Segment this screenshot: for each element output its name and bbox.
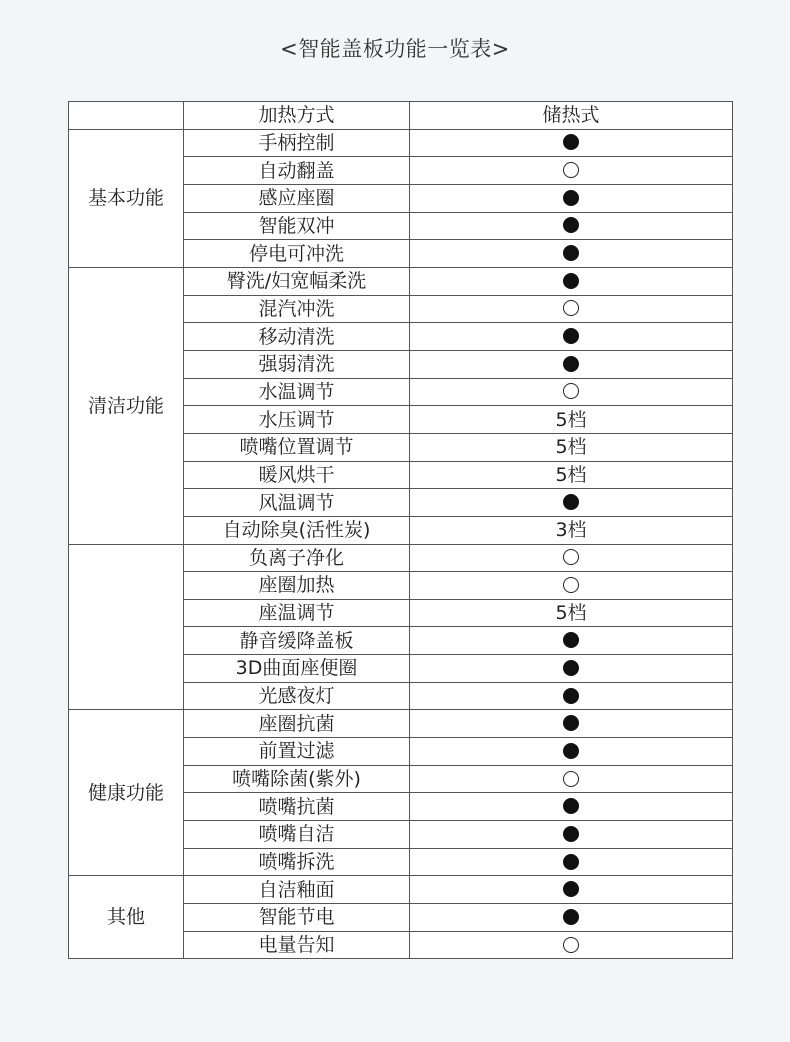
feature-value-cell [410, 572, 733, 600]
filled-circle-icon [563, 134, 579, 150]
header-heat-storage: 储热式 [410, 102, 733, 130]
feature-value-cell [410, 489, 733, 517]
feature-value-cell [410, 350, 733, 378]
category-cell: 健康功能 [69, 710, 184, 876]
feature-name-cell: 手柄控制 [184, 129, 410, 157]
feature-value-cell [410, 904, 733, 932]
filled-circle-icon [563, 826, 579, 842]
feature-value-cell [410, 765, 733, 793]
feature-name-cell: 喷嘴除菌(紫外) [184, 765, 410, 793]
feature-name-cell: 前置过滤 [184, 738, 410, 766]
level-value-text: 5档 [555, 602, 587, 625]
feature-value-cell [410, 931, 733, 959]
feature-value-cell [410, 157, 733, 185]
feature-value-cell [410, 184, 733, 212]
feature-name-cell: 智能节电 [184, 904, 410, 932]
feature-value-cell [410, 323, 733, 351]
level-value-text: 5档 [555, 436, 587, 459]
filled-circle-icon [563, 632, 579, 648]
feature-value-cell [410, 295, 733, 323]
feature-value-cell [410, 516, 733, 544]
feature-value-cell [410, 240, 733, 268]
feature-name-cell: 自动除臭(活性炭) [184, 516, 410, 544]
feature-table [68, 101, 733, 959]
filled-circle-icon [563, 328, 579, 344]
feature-name-cell: 座圈抗菌 [184, 710, 410, 738]
hollow-circle-icon [563, 300, 579, 316]
feature-value-cell [410, 710, 733, 738]
feature-name-cell: 暖风烘干 [184, 461, 410, 489]
feature-value-cell [410, 433, 733, 461]
table-row [69, 710, 733, 738]
feature-name-cell: 自洁釉面 [184, 876, 410, 904]
table-body [69, 129, 733, 959]
filled-circle-icon [563, 909, 579, 925]
feature-value-cell [410, 129, 733, 157]
feature-name-cell: 喷嘴自洁 [184, 821, 410, 849]
category-cell: 清洁功能 [69, 267, 184, 544]
hollow-circle-icon [563, 577, 579, 593]
hollow-circle-icon [563, 937, 579, 953]
level-value-text: 5档 [555, 408, 587, 431]
level-value-text: 3档 [555, 519, 587, 542]
feature-name-cell: 喷嘴拆洗 [184, 848, 410, 876]
feature-name-cell: 座圈加热 [184, 572, 410, 600]
feature-name-cell: 负离子净化 [184, 544, 410, 572]
hollow-circle-icon [563, 549, 579, 565]
filled-circle-icon [563, 881, 579, 897]
feature-value-cell [410, 461, 733, 489]
table-row [69, 876, 733, 904]
feature-name-cell: 智能双冲 [184, 212, 410, 240]
table-header-row [69, 102, 733, 130]
filled-circle-icon [563, 217, 579, 233]
header-category [69, 102, 184, 130]
feature-name-cell: 静音缓降盖板 [184, 627, 410, 655]
feature-value-cell [410, 544, 733, 572]
feature-name-cell: 喷嘴抗菌 [184, 793, 410, 821]
hollow-circle-icon [563, 771, 579, 787]
feature-name-cell: 喷嘴位置调节 [184, 433, 410, 461]
feature-value-cell [410, 655, 733, 683]
feature-value-cell [410, 599, 733, 627]
feature-name-cell: 电量告知 [184, 931, 410, 959]
feature-value-cell [410, 876, 733, 904]
category-cell: 基本功能 [69, 129, 184, 267]
feature-name-cell: 移动清洗 [184, 323, 410, 351]
hollow-circle-icon [563, 383, 579, 399]
feature-value-cell [410, 406, 733, 434]
filled-circle-icon [563, 273, 579, 289]
feature-value-cell [410, 212, 733, 240]
filled-circle-icon [563, 660, 579, 676]
feature-name-cell: 光感夜灯 [184, 682, 410, 710]
table-row [69, 267, 733, 295]
feature-value-cell [410, 738, 733, 766]
feature-name-cell: 混汽冲洗 [184, 295, 410, 323]
feature-name-cell: 停电可冲洗 [184, 240, 410, 268]
level-value-text: 5档 [555, 463, 587, 486]
filled-circle-icon [563, 190, 579, 206]
filled-circle-icon [563, 688, 579, 704]
feature-value-cell [410, 821, 733, 849]
filled-circle-icon [563, 743, 579, 759]
feature-name-cell: 强弱清洗 [184, 350, 410, 378]
header-heating-method: 加热方式 [184, 102, 410, 130]
table-row [69, 129, 733, 157]
table-row [69, 544, 733, 572]
feature-value-cell [410, 378, 733, 406]
feature-name-cell: 水压调节 [184, 406, 410, 434]
filled-circle-icon [563, 494, 579, 510]
feature-value-cell [410, 627, 733, 655]
feature-name-cell: 感应座圈 [184, 184, 410, 212]
filled-circle-icon [563, 356, 579, 372]
feature-value-cell [410, 682, 733, 710]
filled-circle-icon [563, 245, 579, 261]
hollow-circle-icon [563, 162, 579, 178]
feature-value-cell [410, 793, 733, 821]
feature-name-cell: 座温调节 [184, 599, 410, 627]
page-title: <智能盖板功能一览表> [280, 37, 510, 61]
category-cell [69, 544, 184, 710]
filled-circle-icon [563, 854, 579, 870]
feature-name-cell: 水温调节 [184, 378, 410, 406]
feature-value-cell [410, 848, 733, 876]
category-cell: 其他 [69, 876, 184, 959]
feature-value-cell [410, 267, 733, 295]
filled-circle-icon [563, 715, 579, 731]
feature-name-cell: 臀洗/妇宽幅柔洗 [184, 267, 410, 295]
feature-name-cell: 3D曲面座便圈 [184, 655, 410, 683]
feature-name-cell: 自动翻盖 [184, 157, 410, 185]
feature-name-cell: 风温调节 [184, 489, 410, 517]
filled-circle-icon [563, 798, 579, 814]
